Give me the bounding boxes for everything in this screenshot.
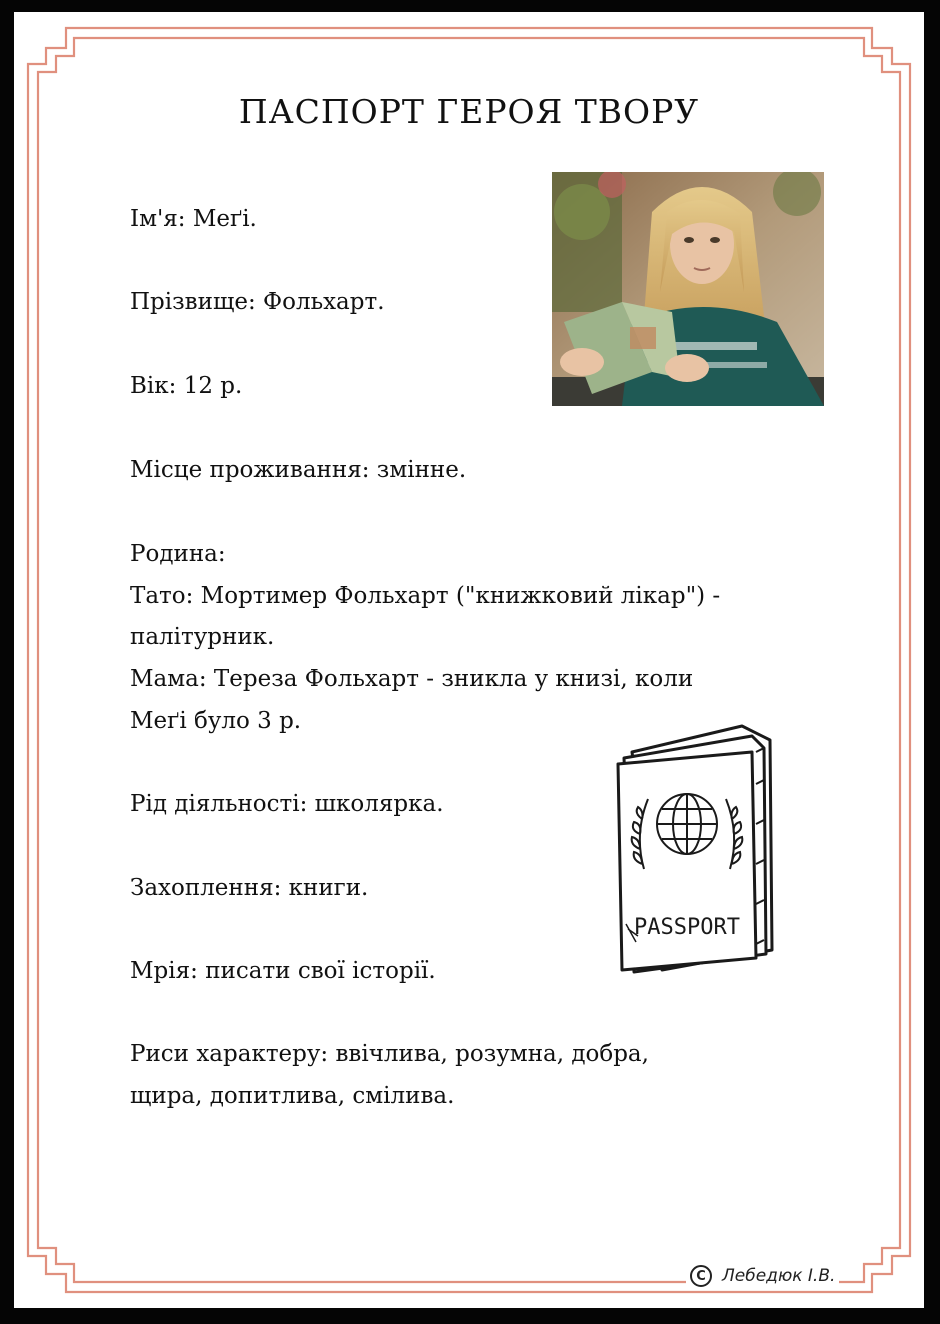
field-father-line-2: палітурник. bbox=[130, 624, 275, 650]
field-family-heading: Родина: bbox=[130, 541, 226, 567]
field-surname: Прізвище: Фольхарт. bbox=[130, 289, 385, 315]
character-photo bbox=[552, 172, 824, 406]
field-hobby: Захоплення: книги. bbox=[130, 875, 369, 901]
field-name: Ім'я: Меґі. bbox=[130, 206, 257, 232]
field-traits-line-2: щира, допитлива, смілива. bbox=[130, 1083, 455, 1109]
field-traits-line-1: Риси характеру: ввічлива, розумна, добра, bbox=[130, 1041, 649, 1067]
copyright-notice bbox=[686, 1265, 839, 1287]
field-age: Вік: 12 р. bbox=[130, 373, 243, 399]
author-name: Лебедюк І.В. bbox=[722, 1266, 836, 1286]
field-residence: Місце проживання: змінне. bbox=[130, 457, 467, 483]
field-mother-line-1: Мама: Тереза Фольхарт - зникла у книзі, коли bbox=[130, 666, 694, 692]
field-dream: Мрія: писати свої історії. bbox=[130, 958, 436, 984]
copyright-icon: C bbox=[690, 1265, 712, 1287]
passport-label: PASSPORT bbox=[634, 915, 740, 940]
passport-sketch-icon bbox=[614, 724, 784, 974]
field-occupation: Рід діяльності: школярка. bbox=[130, 791, 444, 817]
document-page bbox=[14, 12, 924, 1308]
field-mother-line-2: Меґі було 3 р. bbox=[130, 708, 302, 734]
field-father-line-1: Тато: Мортимер Фольхарт ("книжковий лікар") - bbox=[130, 583, 721, 609]
page-title: ПАСПОРТ ГЕРОЯ ТВОРУ bbox=[238, 92, 700, 131]
